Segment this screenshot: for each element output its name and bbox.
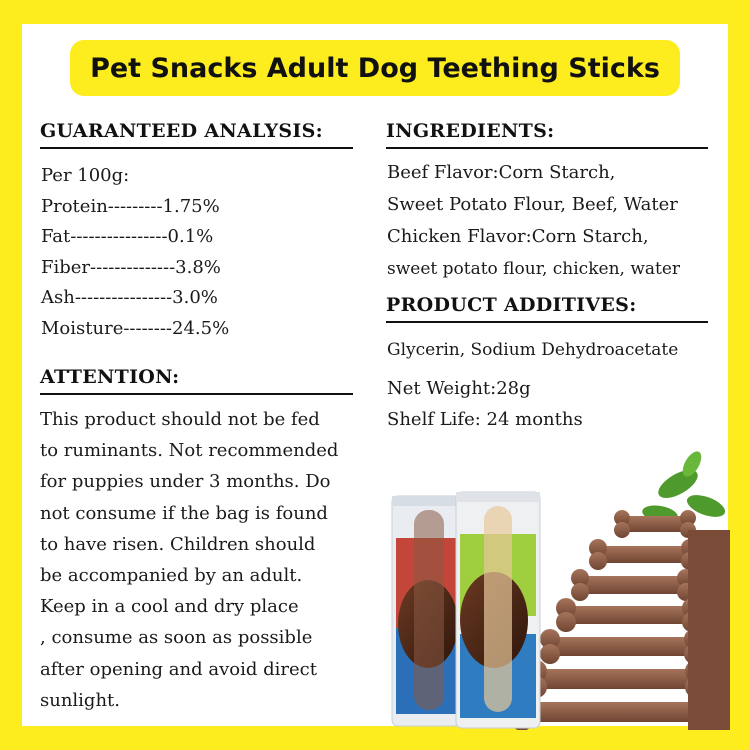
- ingredients-line: Chicken Flavor:Corn Starch,: [387, 226, 649, 247]
- attention-line: not consume if the bag is found: [40, 502, 328, 524]
- bone-stick-side: [688, 530, 730, 730]
- attention-line: Keep in a cool and dry place: [40, 596, 299, 618]
- analysis-list: [41, 161, 229, 344]
- additives-heading: PRODUCT ADDITIVES:: [386, 294, 708, 323]
- beef-package: [392, 496, 466, 726]
- analysis-line: Fiber--------------3.8%: [41, 256, 221, 278]
- analysis-line: Moisture--------24.5%: [41, 317, 230, 339]
- attention-line: to ruminants. Not recommended: [40, 440, 339, 462]
- attention-line: This product should not be fed: [40, 409, 320, 430]
- product-facts: [387, 374, 583, 435]
- ingredients-heading: INGREDIENTS:: [386, 120, 708, 149]
- attention-heading: ATTENTION:: [40, 366, 353, 395]
- attention-line: to have risen. Children should: [40, 533, 316, 555]
- page-title: Pet Snacks Adult Dog Teething Sticks: [70, 40, 680, 96]
- analysis-line: Protein---------1.75%: [41, 195, 220, 217]
- analysis-line: Ash----------------3.0%: [41, 287, 218, 308]
- attention-text: [40, 404, 380, 716]
- analysis-heading: GUARANTEED ANALYSIS:: [40, 120, 353, 149]
- product-illustration: [370, 434, 730, 730]
- net-weight: Net Weight:28g: [387, 378, 531, 399]
- analysis-line: Per 100g:: [41, 165, 130, 186]
- ingredients-line: Sweet Potato Flour, Beef, Water: [387, 194, 678, 215]
- ingredients-line: Beef Flavor:Corn Starch,: [387, 162, 616, 183]
- attention-line: after opening and avoid direct: [40, 658, 317, 680]
- attention-line: for puppies under 3 months. Do: [40, 471, 331, 493]
- shelf-life: Shelf Life: 24 months: [387, 408, 583, 430]
- ingredients-list: [387, 157, 680, 285]
- additives-line: Glycerin, Sodium Dehydroacetate: [387, 340, 679, 360]
- attention-line: , consume as soon as possible: [40, 627, 313, 649]
- analysis-line: Fat----------------0.1%: [41, 226, 214, 247]
- additives-list: [387, 335, 678, 366]
- attention-line: be accompanied by an adult.: [40, 565, 303, 587]
- ingredients-line: sweet potato flour, chicken, water: [387, 259, 681, 279]
- chicken-package: [456, 492, 540, 728]
- attention-line: sunlight.: [40, 689, 121, 711]
